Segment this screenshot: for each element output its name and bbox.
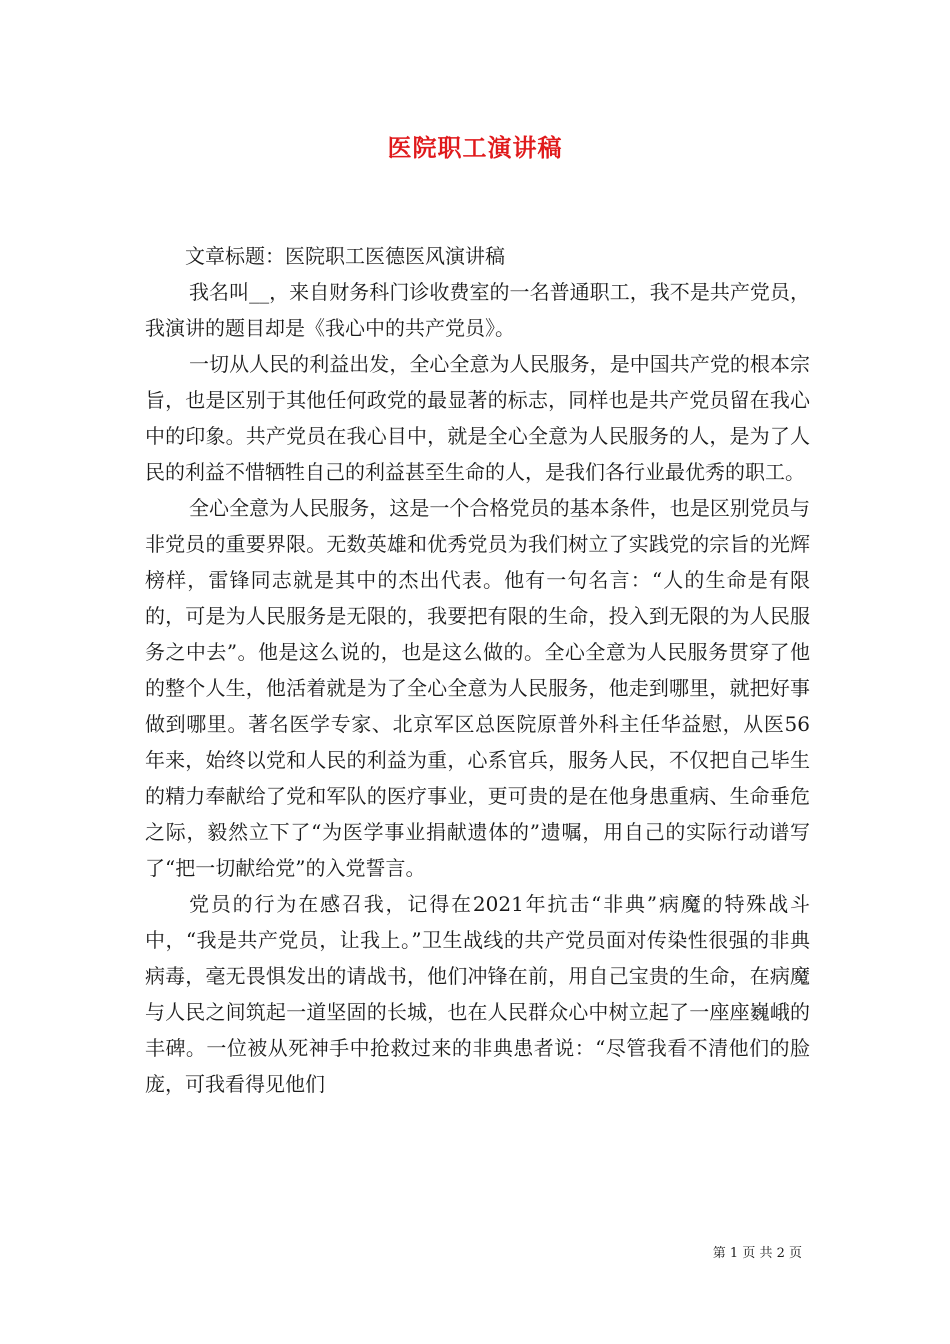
page-number: 第 1 页 共 2 页 [712,1246,802,1261]
article-heading-line: 文章标题：医院职工医德医风演讲稿 [185,244,505,268]
paragraph-purpose: 一切从人民的利益出发，全心全意为人民服务，是中国共产党的根本宗旨，也是区别于其他任何政党的最显著的标志，同样也是共产党员留在我心中的印象。共产党员在我心目中，就是全心全意为人民服务的人，是为了人民的利益不惜牺牲自己的利益甚至生命的人，是我们各行业最优秀的职工。 [145,352,810,484]
document-title: 医院职工演讲稿 [387,133,563,162]
paragraph-sars: 党员的行为在感召我，记得在2021年抗击“非典”病魔的特殊战斗中，“我是共产党员，让我上。”卫生战线的共产党员面对传染性很强的非典病毒，毫无畏惧发出的请战书，他们冲锋在前，用自己宝贵的生命，在病魔与人民之间筑起一道坚固的长城，也在人民群众心中树立起了一座座巍峨的丰碑。一位被从死神手中抢救过来的非典患者说：“尽管我看不清他们的脸庞，可我看得见他们 [145,892,810,1096]
document-body [145,238,810,1102]
paragraph-examples: 全心全意为人民服务，这是一个合格党员的基本条件，也是区别党员与非党员的重要界限。无数英雄和优秀党员为我们树立了实践党的宗旨的光辉榜样，雷锋同志就是其中的杰出代表。他有一句名言：“人的生命是有限的，可是为人民服务是无限的，我要把有限的生命，投入到无限的为人民服务之中去”。他是这么说的，也是这么做的。全心全意为人民服务贯穿了他的整个人生，他活着就是为了全心全意为人民服务，他走到哪里，就把好事做到哪里。著名医学专家、北京军区总医院原普外科主任华益慰，从医56年来，始终以党和人民的利益为重，心系官兵，服务人民，不仅把自己毕生的精力奉献给了党和军队的医疗事业，更可贵的是在他身患重病、生命垂危之际，毅然立下了“为医学事业捐献遗体的”遗嘱，用自己的实际行动谱写了“把一切献给党”的入党誓言。 [145,496,810,880]
paragraph-intro: 我名叫__，来自财务科门诊收费室的一名普通职工，我不是共产党员，我演讲的题目却是《我心中的共产党员》。 [145,280,810,340]
